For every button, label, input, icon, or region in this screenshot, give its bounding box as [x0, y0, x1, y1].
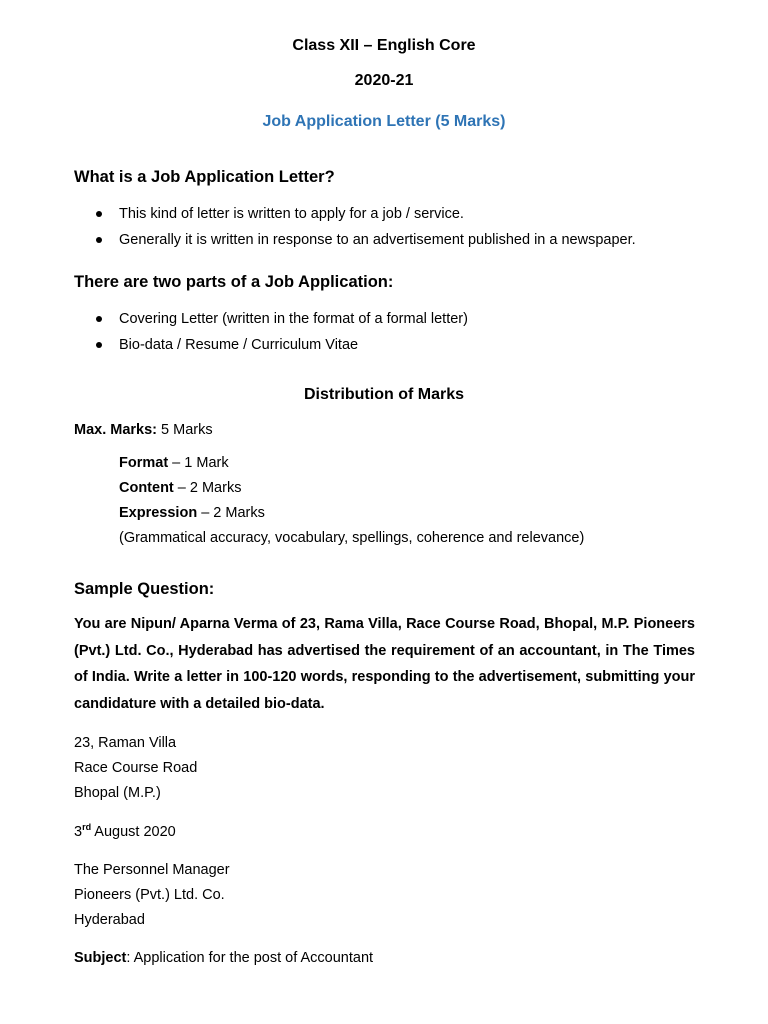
subject-text: : Application for the post of Accountant — [126, 950, 374, 966]
section-heading-parts: There are two parts of a Job Application: — [74, 273, 394, 291]
distribution-heading: Distribution of Marks — [303, 386, 464, 403]
max-marks-line — [74, 422, 213, 438]
max-marks-label: Max. Marks: — [74, 422, 158, 438]
marks-item-expression: Expression – 2 Marks — [119, 505, 265, 521]
sender-address-line: Bhopal (M.P.) — [74, 785, 161, 801]
letter-date: 3rd August 2020 — [74, 822, 176, 840]
class-title: Class XII – English Core — [292, 37, 476, 54]
section-heading-what: What is a Job Application Letter? — [74, 168, 335, 186]
list-item: Bio-data / Resume / Curriculum Vitae — [96, 332, 468, 358]
marks-note: (Grammatical accuracy, vocabulary, spellings, coherence and relevance) — [119, 530, 585, 546]
parts-bullet-list — [96, 306, 468, 358]
bullet-dot-icon — [96, 211, 102, 217]
marks-breakdown — [119, 451, 584, 551]
recipient-address-line: Pioneers (Pvt.) Ltd. Co. — [74, 887, 225, 903]
recipient-address-line: The Personnel Manager — [74, 862, 230, 878]
bullet-dot-icon — [96, 316, 102, 322]
topic-title: Job Application Letter (5 Marks) — [262, 113, 506, 130]
max-marks-value: 5 Marks — [157, 422, 213, 438]
sample-question-text: You are Nipun/ Aparna Verma of 23, Rama Villa, Race Course Road, Bhopal, M.P. Pioneers (Pvt.) Ltd. Co., Hyderabad has advertised the requirement of an accountant, in The Times of India. Write a letter in 100-120 words, responding to the advertisement, submitting your candidature with a detailed bio-data. — [74, 616, 695, 712]
sender-address — [74, 731, 197, 806]
letter-subject — [74, 950, 373, 966]
list-item: Generally it is written in response to an advertisement published in a newspaper. — [96, 227, 636, 253]
subject-label: Subject — [74, 950, 127, 966]
marks-item-content: Content – 2 Marks — [119, 480, 242, 496]
list-item: Covering Letter (written in the format of a formal letter) — [96, 306, 468, 332]
marks-item-format: Format – 1 Mark — [119, 455, 229, 471]
list-item: This kind of letter is written to apply for a job / service. — [96, 201, 636, 227]
what-bullet-list — [96, 201, 636, 253]
sender-address-line: Race Course Road — [74, 760, 198, 776]
sender-address-line: 23, Raman Villa — [74, 735, 177, 751]
bullet-dot-icon — [96, 237, 102, 243]
year-title: 2020-21 — [354, 72, 414, 89]
recipient-address — [74, 858, 230, 933]
recipient-address-line: Hyderabad — [74, 912, 145, 928]
sample-question-heading: Sample Question: — [74, 580, 215, 598]
bullet-dot-icon — [96, 342, 102, 348]
